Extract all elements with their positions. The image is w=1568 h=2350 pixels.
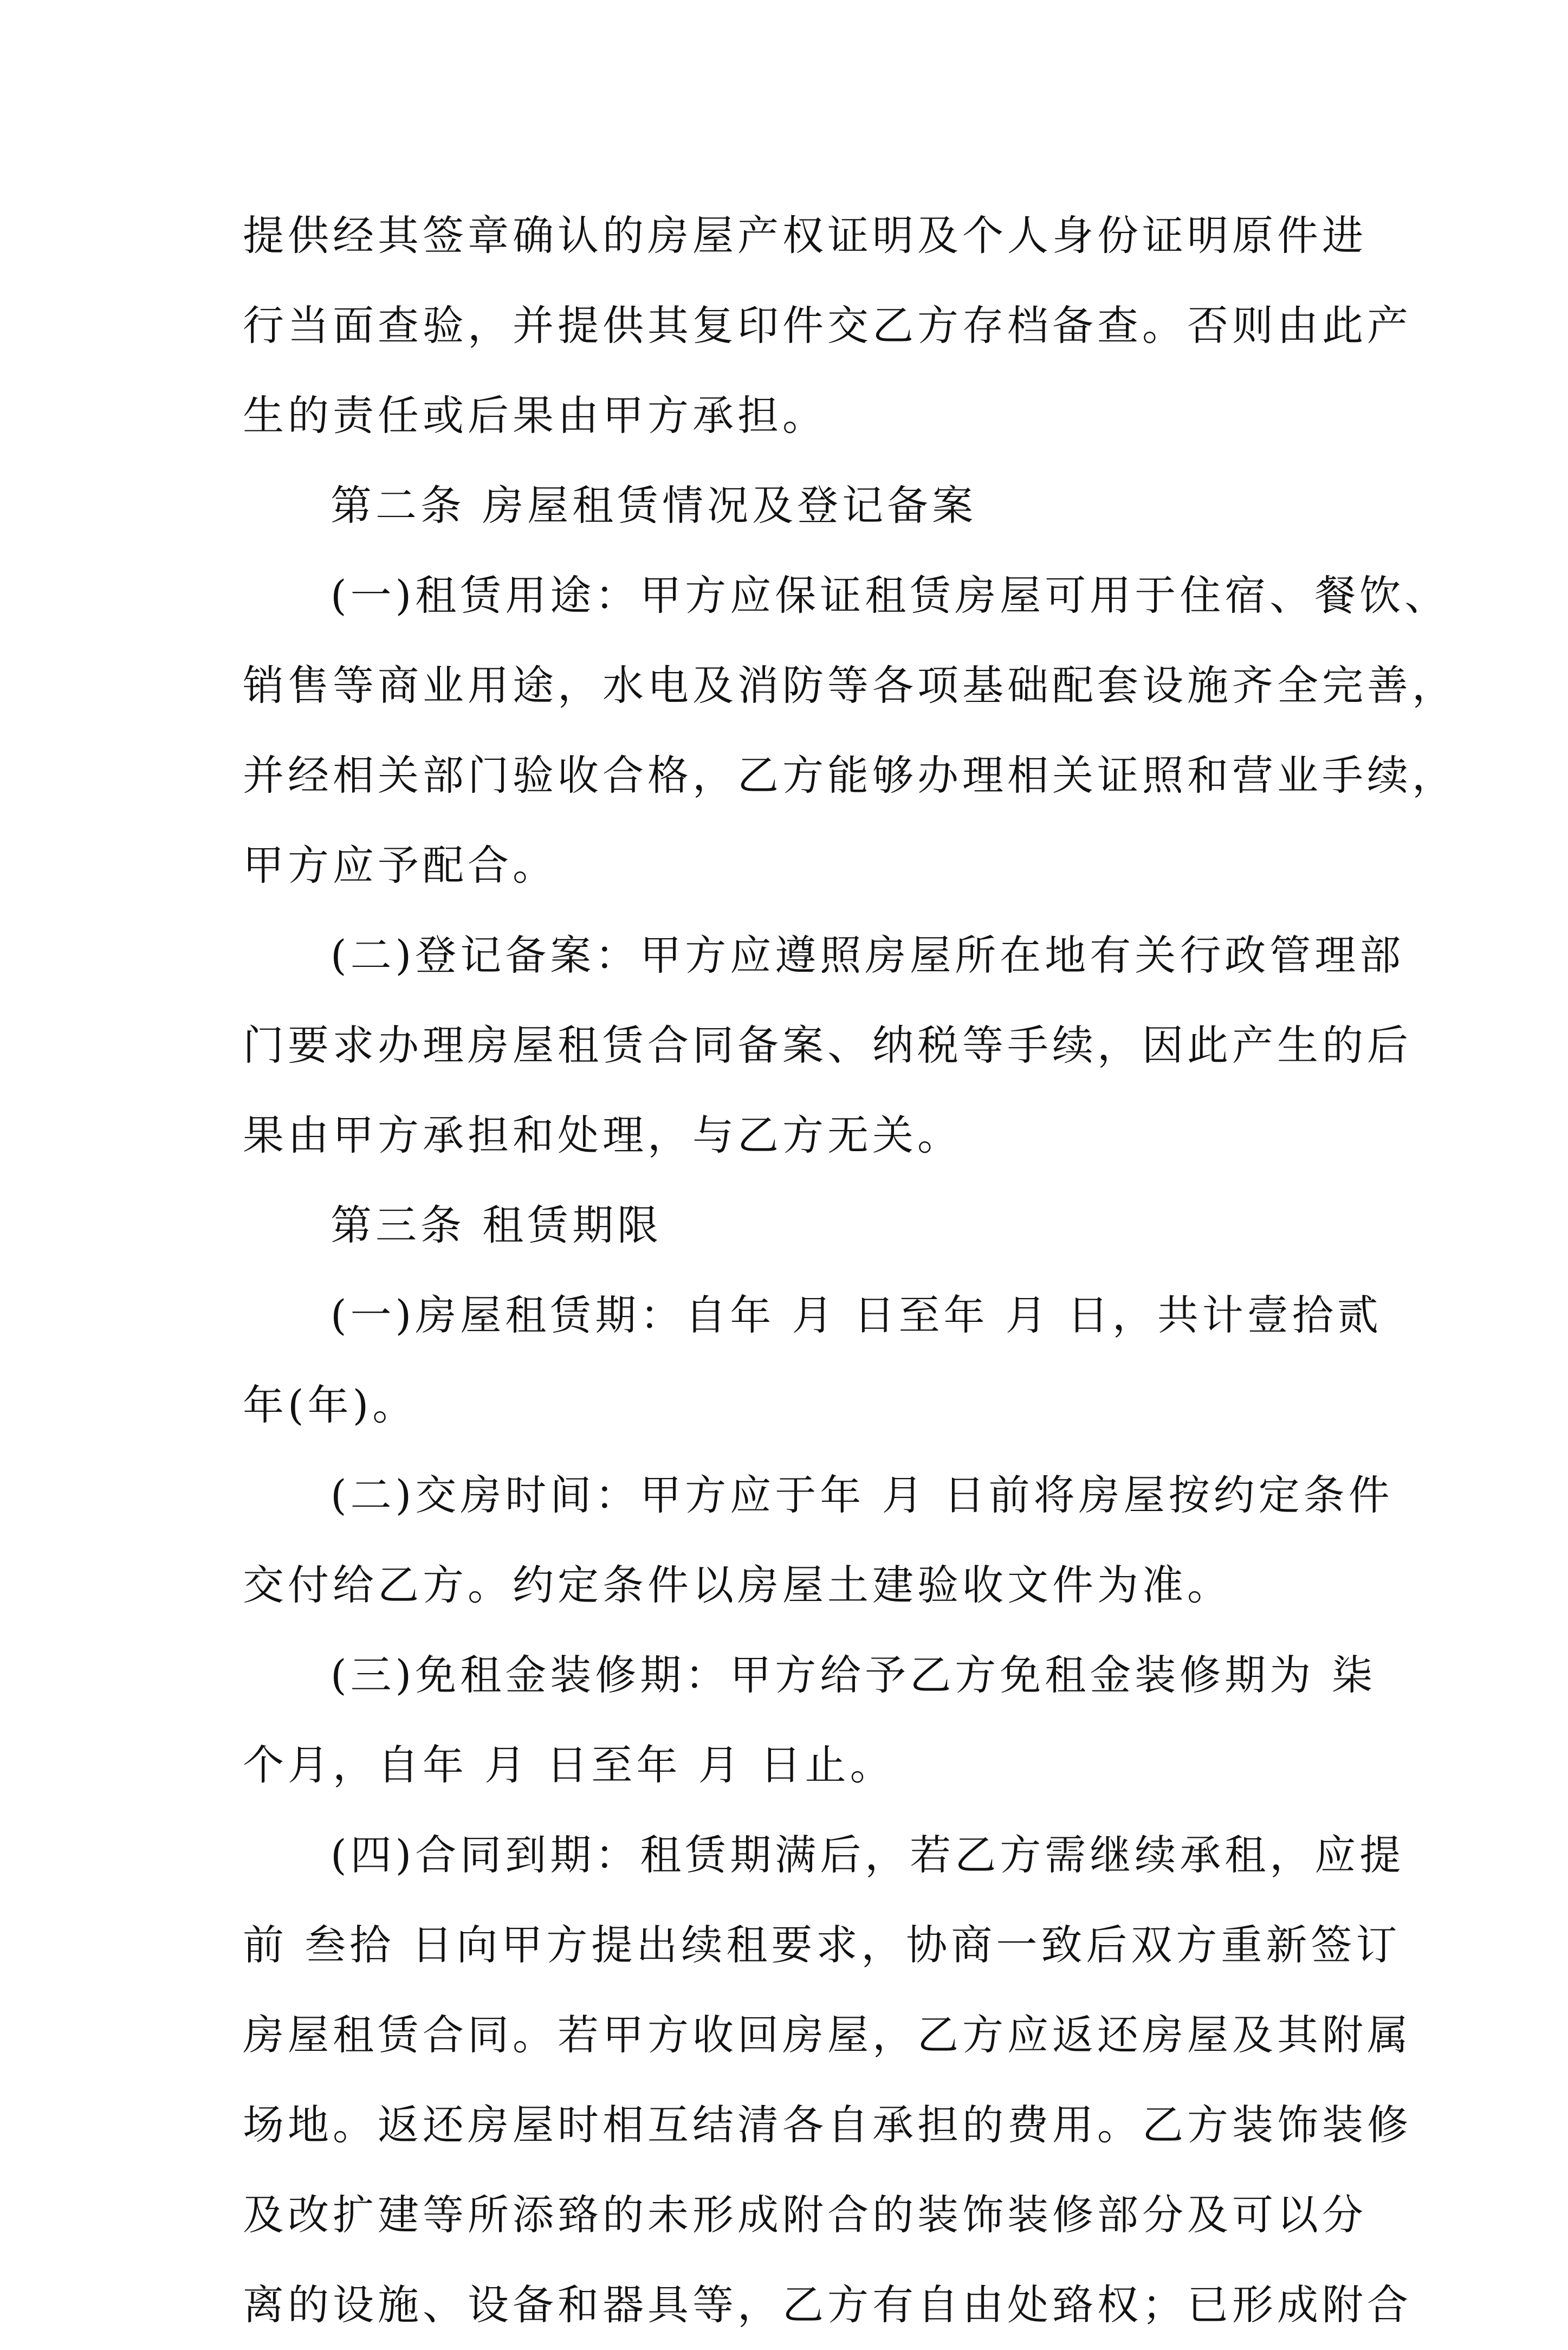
text-line: (二)交房时间：甲方应于年 月 日前将房屋按约定条件 (331, 1471, 1394, 1519)
contract-body-text (243, 191, 1457, 2350)
text-line: 甲方应予配合。 (243, 841, 558, 889)
text-line: 销售等商业用途，水电及消防等各项基础配套设施齐全完善， (243, 661, 1457, 709)
text-line: 房屋租赁合同。若甲方收回房屋，乙方应返还房屋及其附属 (243, 2011, 1412, 2059)
text-line: (三)免租金装修期：甲方给予乙方免租金装修期为 柒 (331, 1651, 1377, 1699)
text-line: 行当面查验，并提供其复印件交乙方存档备查。否则由此产 (243, 301, 1412, 350)
text-line: 及改扩建等所添臵的未形成附合的装饰装修部分及可以分 (243, 2191, 1367, 2239)
section-heading-article-3: 第三条 租赁期限 (331, 1201, 663, 1249)
text-line: 果由甲方承担和处理，与乙方无关。 (243, 1111, 962, 1159)
text-line: 个月，自年 月 日至年 月 日止。 (243, 1741, 895, 1789)
section-heading-article-2: 第二条 房屋租赁情况及登记备案 (331, 481, 977, 530)
text-line: 离的设施、设备和器具等，乙方有自由处臵权；已形成附合 (243, 2281, 1412, 2329)
text-line: 年(年)。 (243, 1381, 418, 1429)
text-line: 门要求办理房屋租赁合同备案、纳税等手续，因此产生的后 (243, 1021, 1412, 1069)
text-line: (一)租赁用途：甲方应保证租赁房屋可用于住宿、餐饮、 (331, 571, 1450, 619)
text-line: 交付给乙方。约定条件以房屋土建验收文件为准。 (243, 1561, 1232, 1609)
text-line: (二)登记备案：甲方应遵照房屋所在地有关行政管理部 (331, 931, 1405, 979)
text-line: 提供经其签章确认的房屋产权证明及个人身份证明原件进 (243, 211, 1367, 260)
text-line: (四)合同到期：租赁期满后，若乙方需继续承租，应提 (331, 1831, 1405, 1879)
text-line: 并经相关部门验收合格，乙方能够办理相关证照和营业手续， (243, 751, 1457, 799)
text-line: (一)房屋租赁期：自年 月 日至年 月 日，共计壹拾贰 (331, 1291, 1382, 1339)
text-line: 前 叁拾 日向甲方提出续租要求，协商一致后双方重新签订 (243, 1921, 1401, 1969)
text-line: 生的责任或后果由甲方承担。 (243, 391, 827, 440)
text-line: 场地。返还房屋时相互结清各自承担的费用。乙方装饰装修 (243, 2101, 1412, 2149)
